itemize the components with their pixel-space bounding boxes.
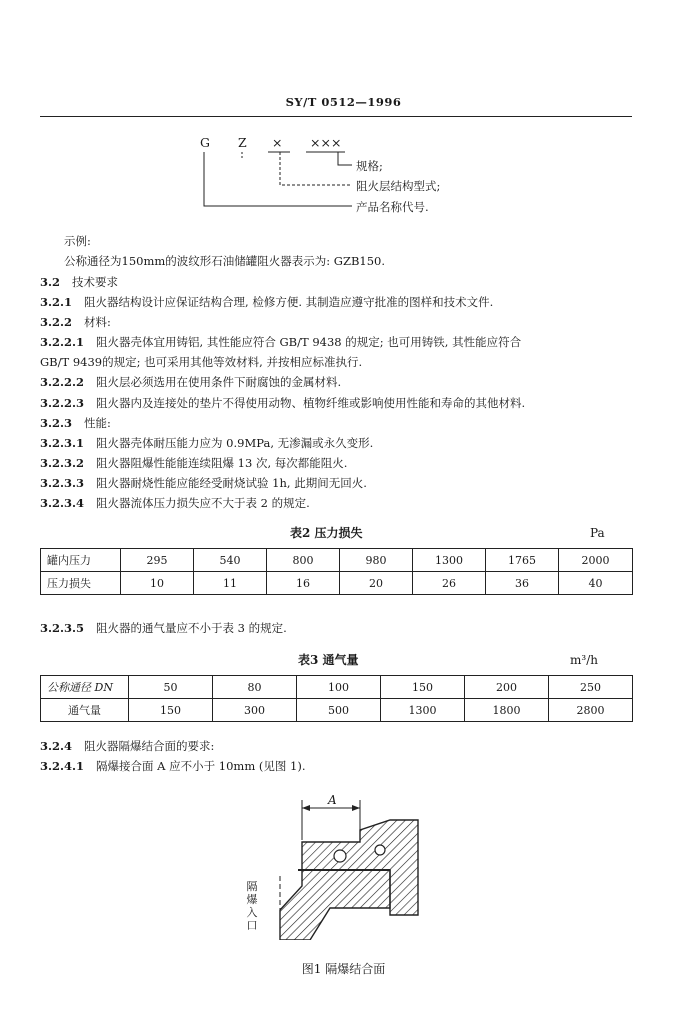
code-letter-x: × [272, 135, 283, 150]
table-cell: 2000 [559, 549, 633, 572]
table-cell: 1300 [413, 549, 486, 572]
code-letter-g: G [200, 135, 210, 150]
legend-product-code: 产品名称代号. [356, 200, 429, 214]
table-cell: 罐内压力 [41, 549, 121, 572]
table-cell: 2800 [549, 699, 633, 722]
body-line: 3.2.1 阻火器结构设计应保证结构合理, 检修方便. 其制造应遵守批准的图样和技术文件. [40, 295, 494, 309]
legend-spec: 规格; [356, 159, 383, 173]
table-cell: 1300 [381, 699, 465, 722]
table-cell: 26 [413, 572, 486, 595]
body-line: 3.2.3.5 阻火器的通气量应不小于表 3 的规定. [40, 621, 287, 635]
table-cell: 1765 [486, 549, 559, 572]
table-cell: 20 [340, 572, 413, 595]
dimension-label: A [328, 793, 337, 807]
table2 [40, 548, 633, 595]
code-letter-z: Z [238, 135, 247, 150]
table-cell: 980 [340, 549, 413, 572]
table-row [41, 572, 633, 595]
table3-unit: m³/h [570, 653, 598, 667]
table-cell: 36 [486, 572, 559, 595]
table-cell: 500 [297, 699, 381, 722]
table-cell: 11 [194, 572, 267, 595]
side-label: 隔 爆 入 口 [246, 880, 258, 932]
body-line: 3.2.4.1 隔爆接合面 A 应不小于 10mm (见图 1). [40, 759, 306, 773]
body-line: 3.2.4 阻火器隔爆结合面的要求: [40, 739, 215, 753]
table-cell: 16 [267, 572, 340, 595]
table-row [41, 699, 633, 722]
table-row [41, 676, 633, 699]
table-cell: 295 [121, 549, 194, 572]
body-line: 3.2.3.3 阻火器耐烧性能应能经受耐烧试验 1h, 此期间无回火. [40, 476, 367, 490]
table-cell: 150 [129, 699, 213, 722]
body-line: 3.2.3.2 阻火器阻爆性能能连续阻爆 13 次, 每次都能阻火. [40, 456, 348, 470]
table2-unit: Pa [590, 526, 605, 540]
body-line: 3.2.3.4 阻火器流体压力损失应不大于表 2 的规定. [40, 496, 310, 510]
legend-structure: 阻火层结构型式; [356, 179, 441, 193]
table-cell: 150 [381, 676, 465, 699]
table-cell: 100 [297, 676, 381, 699]
table-cell: 压力损失 [41, 572, 121, 595]
table-cell: 10 [121, 572, 194, 595]
table3 [40, 675, 633, 722]
body-line: 示例: [64, 234, 91, 248]
body-line: 3.2.2 材料: [40, 315, 111, 329]
table-cell: 公称通径 DN [41, 676, 129, 699]
code-letter-xxx: ××× [310, 135, 342, 150]
body-line: 3.2.3.1 阻火器壳体耐压能力应为 0.9MPa, 无渗漏或永久变形. [40, 436, 374, 450]
table-cell: 250 [549, 676, 633, 699]
table-cell: 1800 [465, 699, 549, 722]
table-cell: 40 [559, 572, 633, 595]
body-line: GB/T 9439的规定; 也可采用其他等效材料, 并按相应标准执行. [40, 355, 363, 369]
table-cell: 80 [213, 676, 297, 699]
table-cell: 300 [213, 699, 297, 722]
table-row [41, 549, 633, 572]
table2-caption: 表2 压力损失 [290, 526, 363, 540]
table3-caption: 表3 通气量 [298, 653, 359, 667]
body-line: 3.2.2.2 阻火层必须选用在使用条件下耐腐蚀的金属材料. [40, 375, 342, 389]
table-cell: 800 [267, 549, 340, 572]
table-cell: 通气量 [41, 699, 129, 722]
figure-flameproof-joint [240, 790, 440, 940]
figure-caption: 图1 隔爆结合面 [301, 962, 386, 976]
body-line: 3.2.2.1 阻火器壳体宜用铸铝, 其性能应符合 GB/T 9438 的规定; 也可用铸铁, 其性能应符合 [40, 335, 522, 349]
code-diagram-lines [0, 0, 687, 230]
table-cell: 50 [129, 676, 213, 699]
body-line: 公称通径为150mm的波纹形石油储罐阻火器表示为: GZB150. [64, 254, 386, 268]
body-line: 3.2.3 性能: [40, 416, 111, 430]
table-cell: 200 [465, 676, 549, 699]
table-cell: 540 [194, 549, 267, 572]
body-line: 3.2.2.3 阻火器内及连接处的垫片不得使用动物、植物纤维或影响使用性能和寿命的其他材料. [40, 396, 526, 410]
page-header: SY/T 0512—1996 [285, 95, 402, 109]
section-heading: 3.2 技术要求 [40, 275, 119, 289]
